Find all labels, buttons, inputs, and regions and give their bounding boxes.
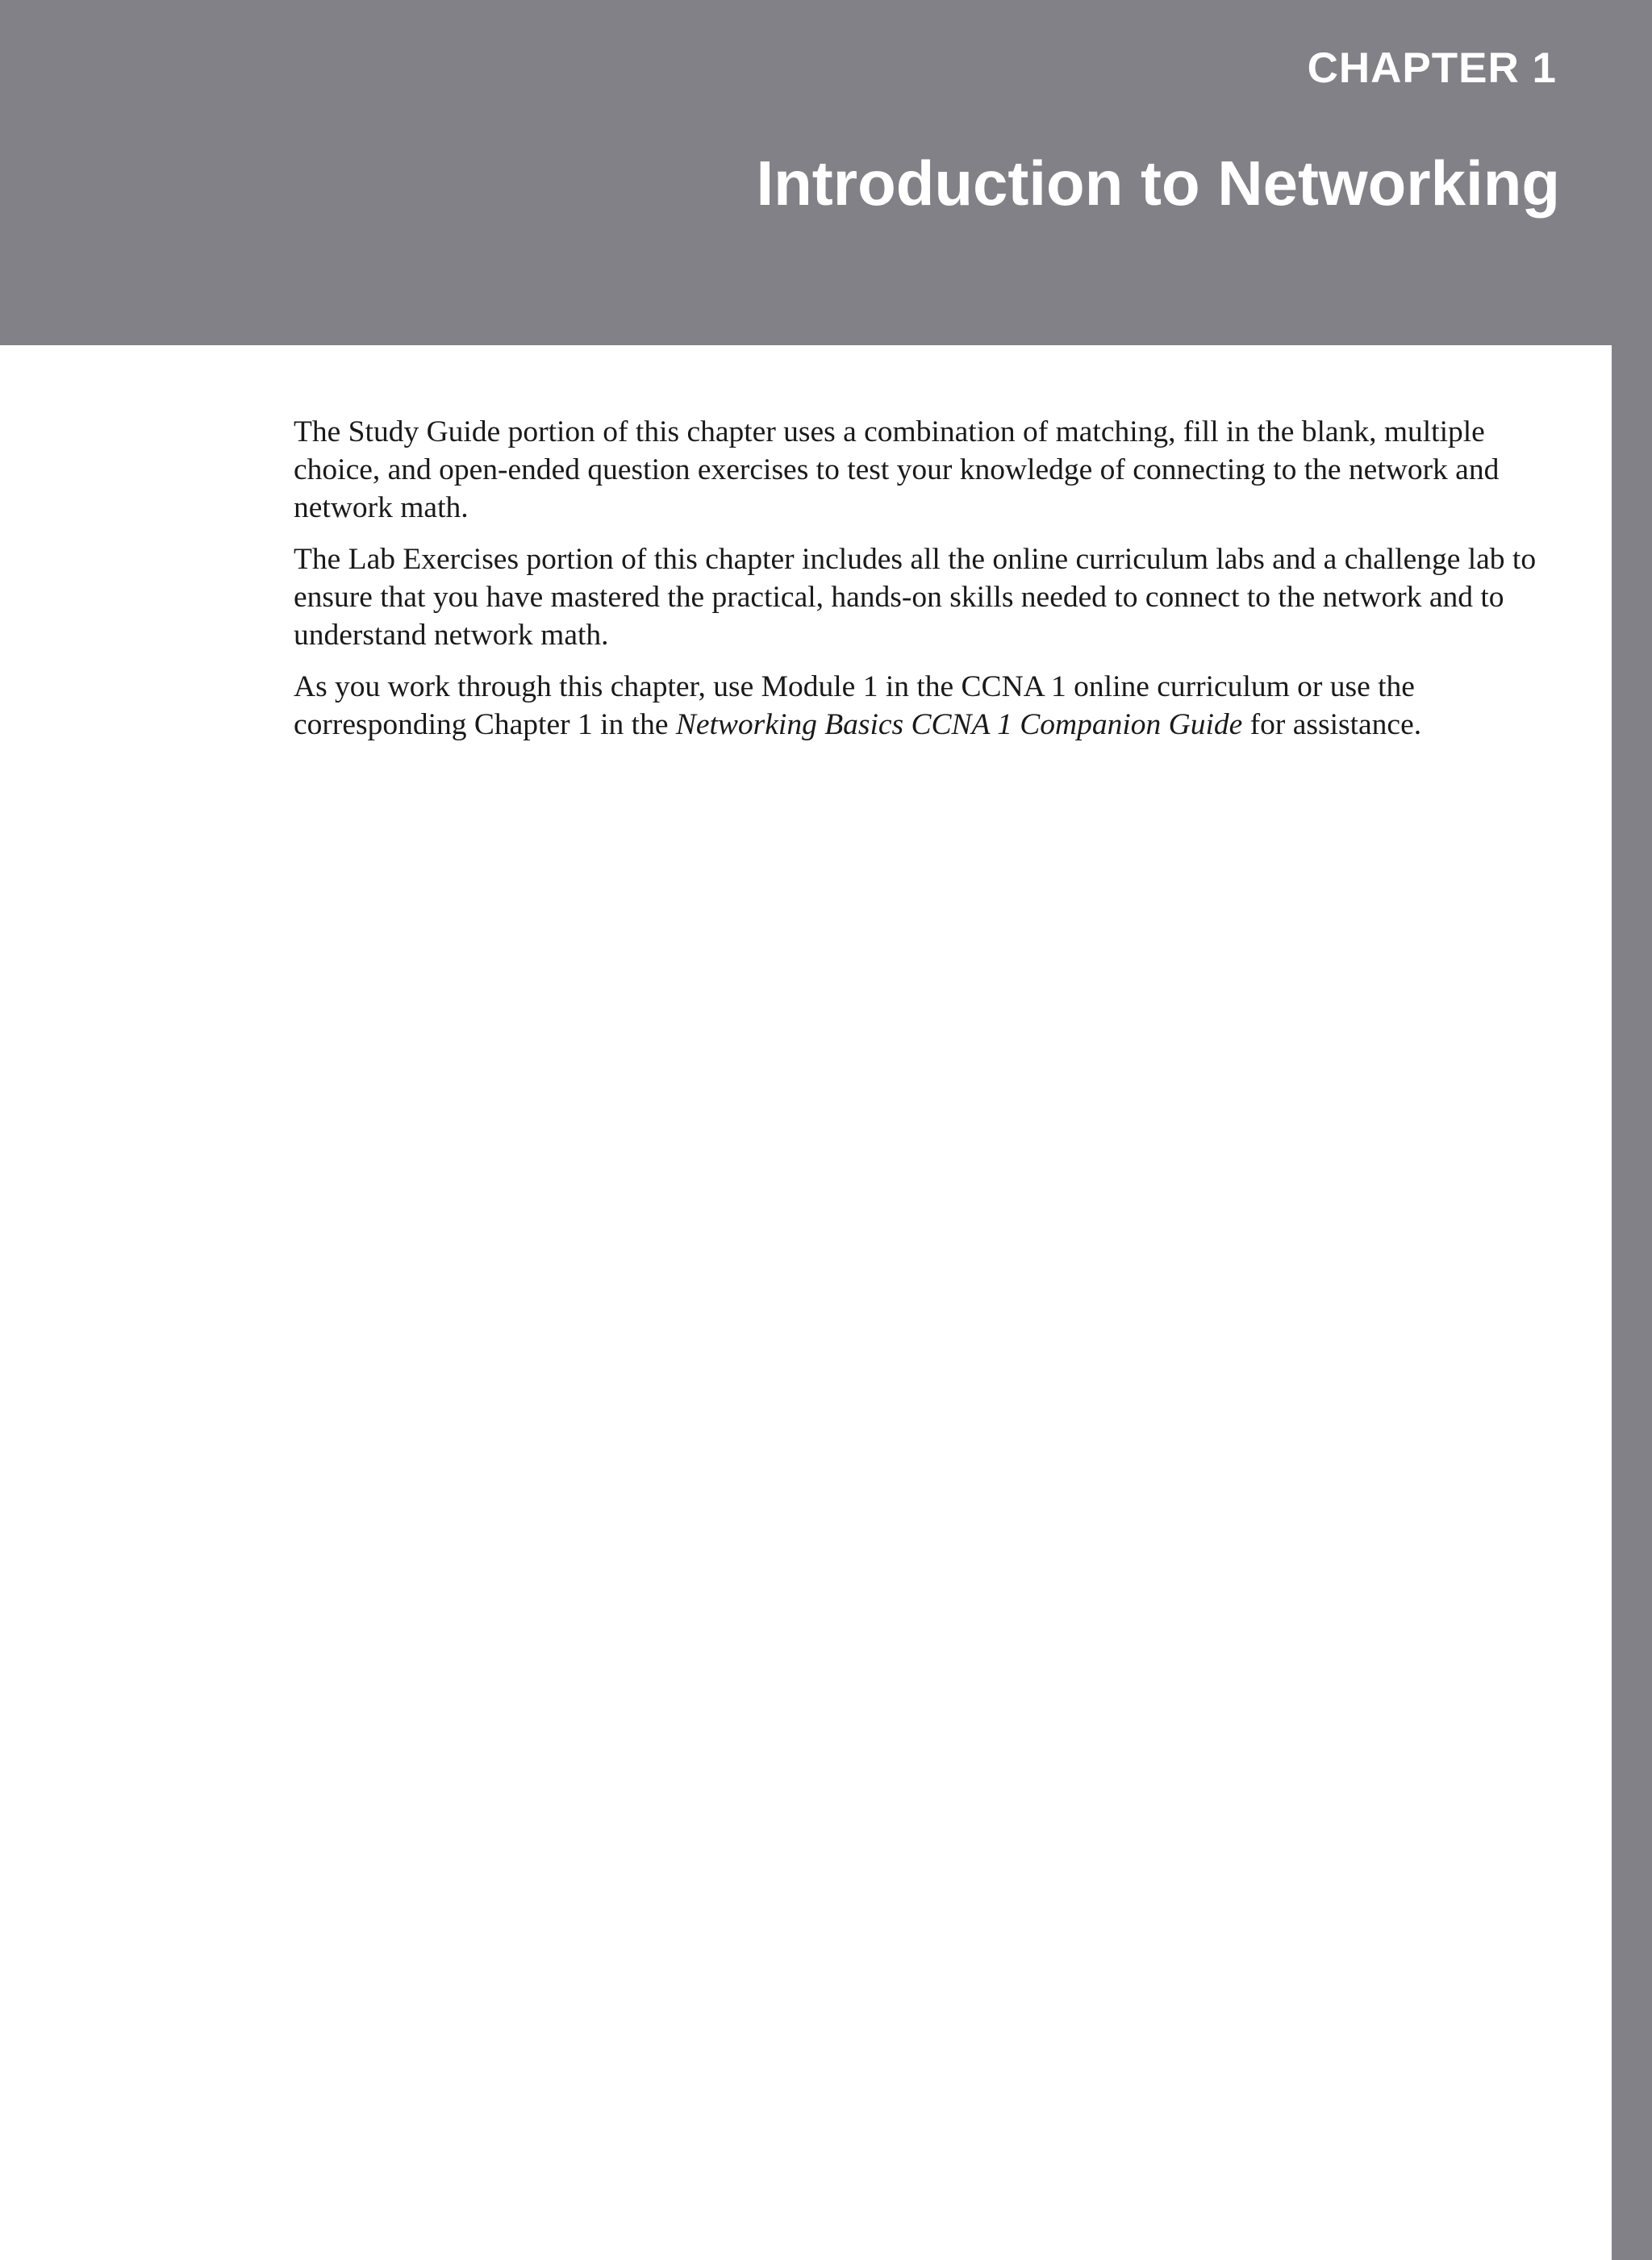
intro-paragraph-study-guide: The Study Guide portion of this chapter uses a combination of matching, fill in the blank, multiple choice, and open-ended question exercises to test your knowledge of connecting to the network and network math. (294, 415, 1500, 524)
chapter-header-band (0, 0, 1652, 345)
intro-paragraph-curriculum (294, 668, 1568, 744)
chapter-number: CHAPTER 1 (1307, 44, 1557, 92)
companion-guide-title: Networking Basics CCNA 1 Companion Guide (675, 708, 1243, 741)
paragraph-text-after: for assistance. (1242, 708, 1422, 741)
chapter-title: Introduction to Networking (756, 148, 1560, 219)
chapter-intro (294, 413, 1568, 757)
paragraph-text-before: As you work through this chapter, use Module 1 in the CCNA 1 online curriculum or use the corresponding Chapter 1 in the (294, 670, 1415, 741)
page-edge-bar (1612, 0, 1652, 2260)
intro-paragraph-lab-exercises: The Lab Exercises portion of this chapter includes all the online curriculum labs and a challenge lab to ensure that you have mastered the practical, hands-on skills needed to connect to the network and to understand network math. (294, 543, 1537, 652)
